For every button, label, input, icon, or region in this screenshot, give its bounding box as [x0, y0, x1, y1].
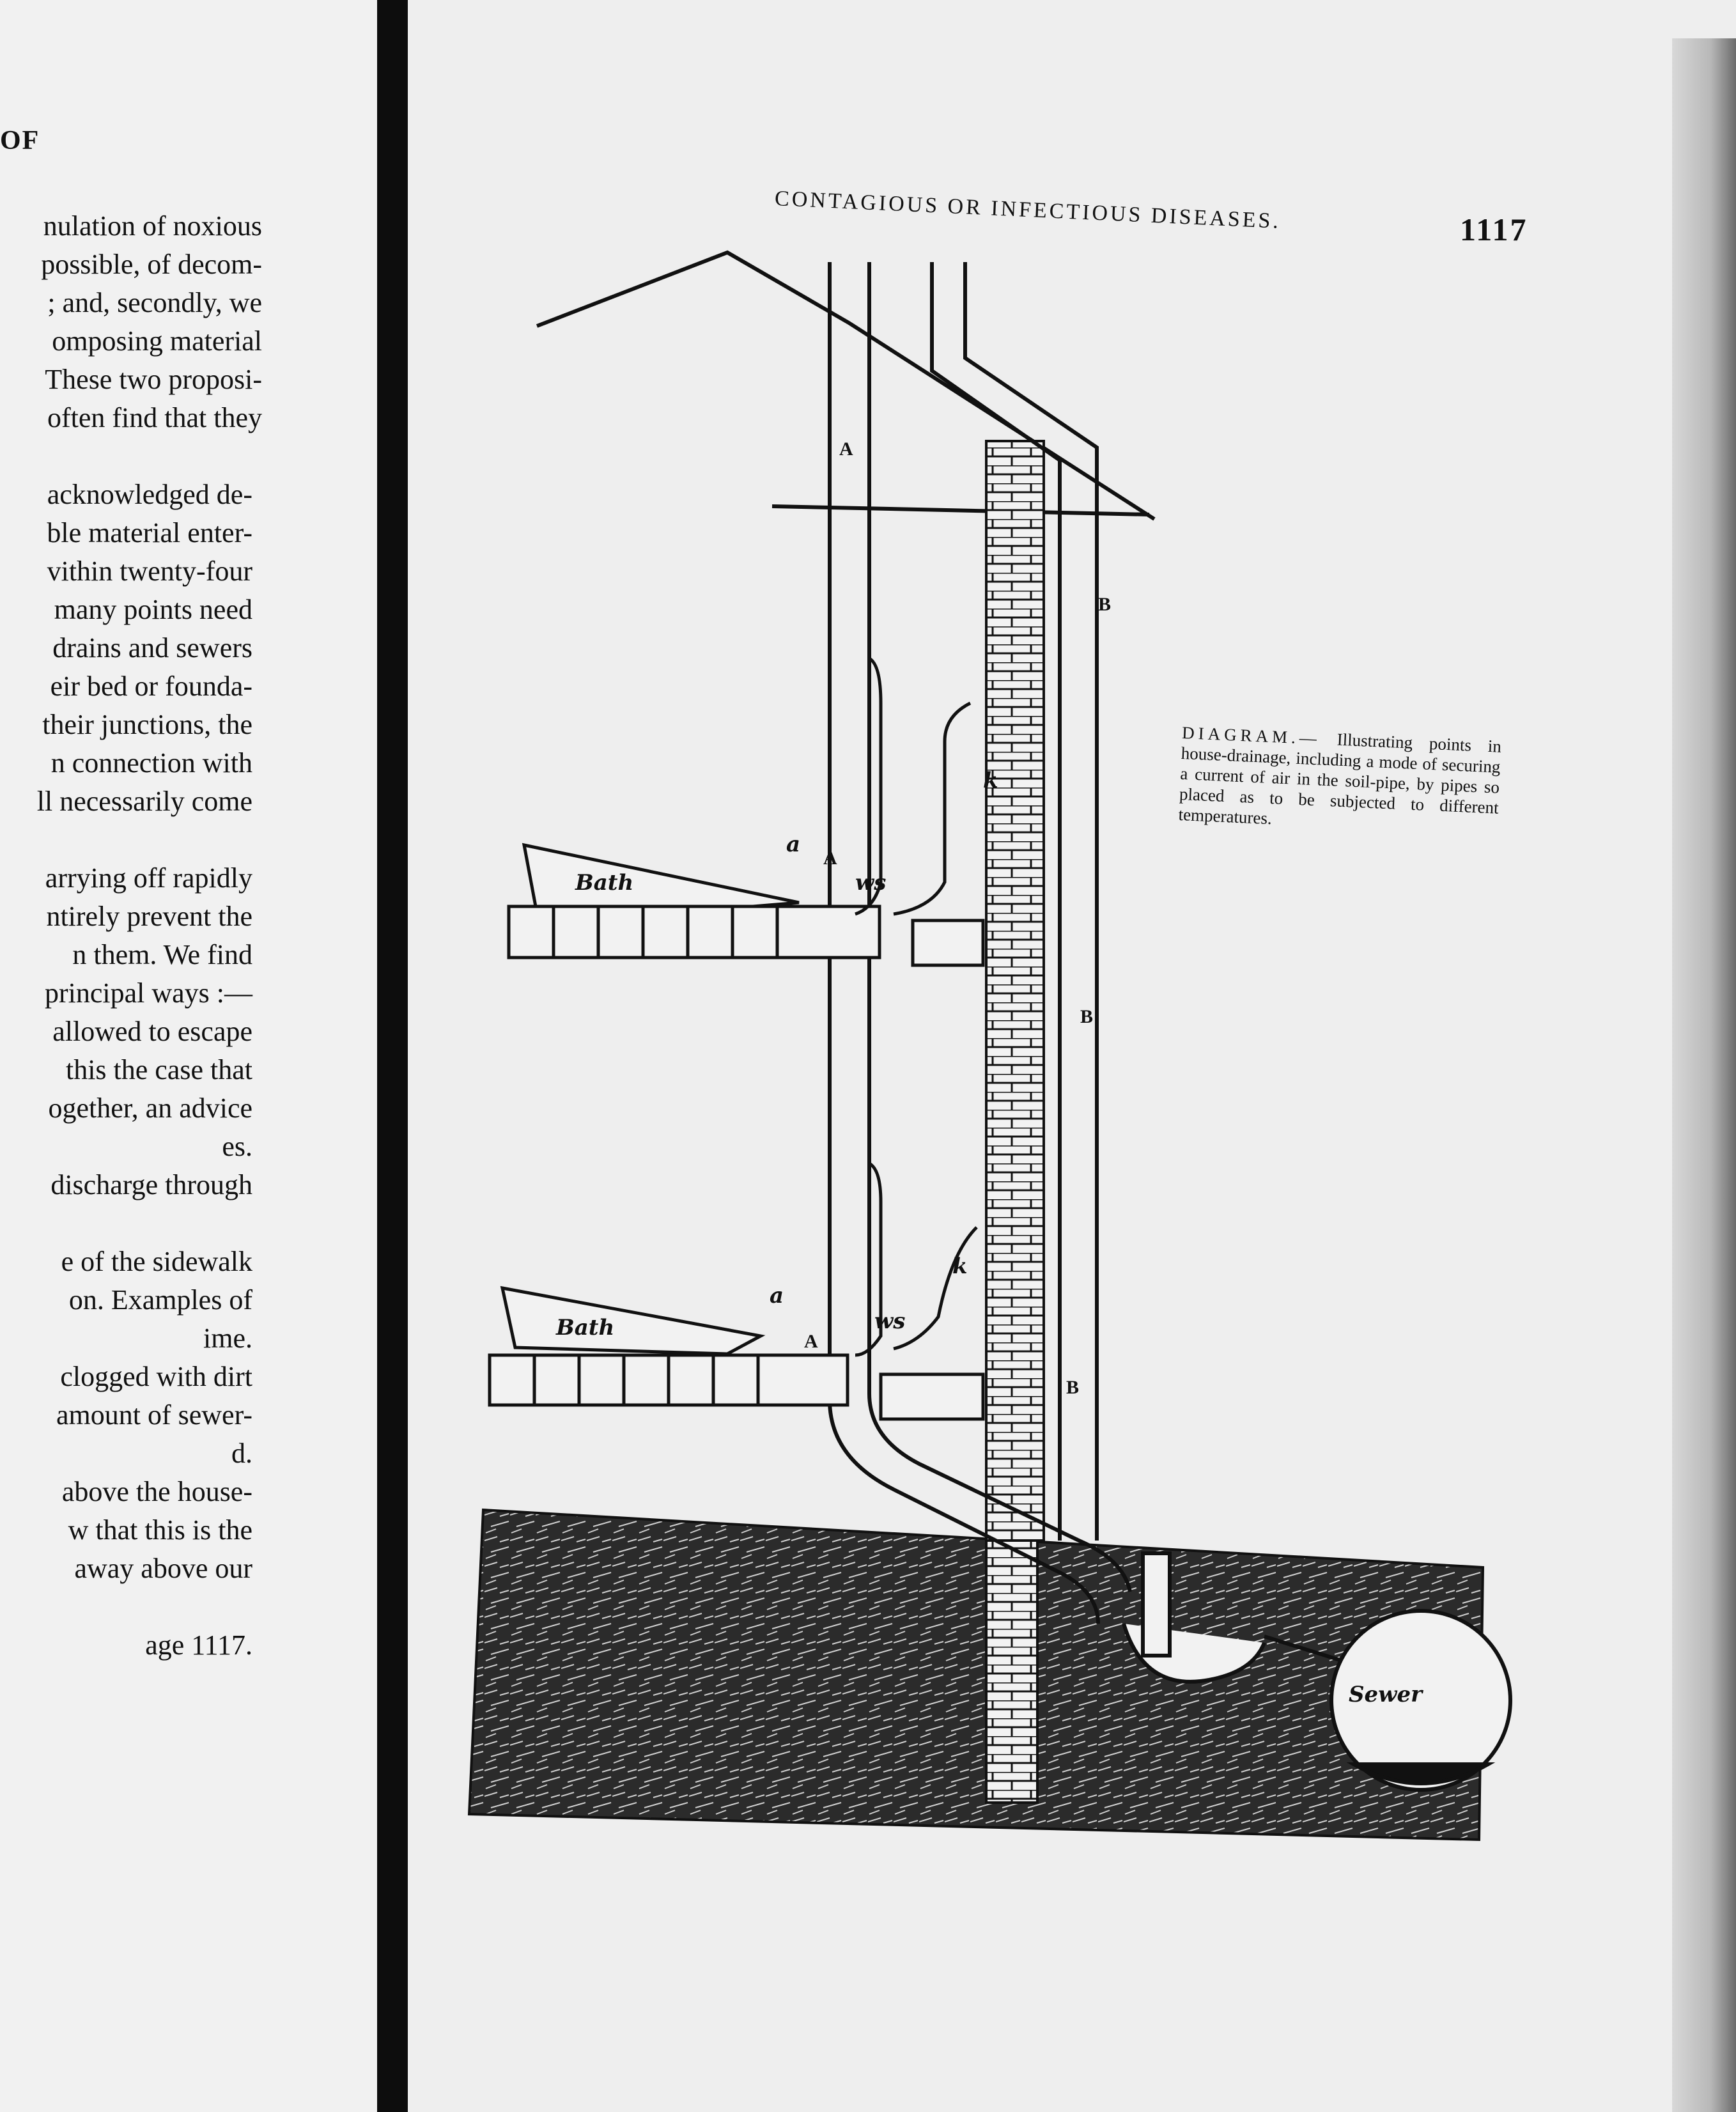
left-page-line: many points need	[54, 594, 252, 625]
left-page-line: drains and sewers	[52, 632, 252, 664]
left-page-line: age 1117.	[145, 1629, 252, 1661]
left-page-line: n them. We find	[72, 939, 252, 970]
left-page-line: es.	[222, 1131, 252, 1162]
label-sewer: Sewer	[1349, 1682, 1422, 1707]
house-drainage-diagram	[408, 0, 1736, 2112]
label-pipe-b-low: B	[1066, 1377, 1080, 1398]
caption-title: DIAGRAM.—	[1181, 722, 1321, 749]
left-page-line: arrying off rapidly	[45, 862, 252, 894]
running-head: CONTAGIOUS OR INFECTIOUS DISEASES.	[774, 187, 1282, 233]
left-page-line: principal ways :—	[44, 977, 252, 1009]
left-page-line: omposing material	[52, 325, 262, 357]
caption-text: Illustrating points in house-drainage, including a mode of securing a current of air in the soil-pipe, by pipes so placed as to be subjected to different temperatures.	[1178, 729, 1502, 828]
label-bath-upper: Bath	[575, 870, 634, 896]
left-page-line: These two proposi-	[45, 364, 262, 395]
left-page-line: ntirely prevent the	[46, 901, 252, 932]
lower-floor	[490, 1288, 983, 1419]
left-page-line: d.	[231, 1438, 252, 1469]
right-page	[408, 0, 1736, 2112]
label-trap-k-upper: k	[983, 768, 998, 793]
left-page-line: ; and, secondly, we	[47, 287, 262, 318]
left-page-line: acknowledged de-	[47, 479, 252, 510]
left-page-line: ogether, an advice	[48, 1092, 252, 1124]
label-pipe-a-top: A	[839, 439, 853, 460]
label-pipe-b-top: B	[1098, 594, 1112, 615]
left-page-line: w that this is the	[68, 1514, 252, 1546]
left-page-line: away above our	[74, 1553, 252, 1584]
left-page-line: ble material enter-	[47, 517, 252, 548]
left-page-line: clogged with dirt	[60, 1361, 252, 1392]
roof	[537, 252, 1154, 519]
left-page-line: allowed to escape	[52, 1016, 252, 1047]
label-pipe-b-mid: B	[1080, 1006, 1094, 1027]
book-gutter	[377, 0, 408, 2112]
page-number: 1117	[1460, 212, 1528, 247]
brick-wall	[986, 441, 1044, 1541]
upper-floor	[509, 845, 983, 965]
label-bath-lower: Bath	[556, 1315, 615, 1340]
label-pipe-a-low: A	[804, 1331, 818, 1352]
left-page-line: ll necessarily come	[36, 786, 252, 817]
left-page-heading-fragment: OF	[0, 126, 40, 155]
diagram-caption	[1178, 722, 1502, 839]
left-page-line: their junctions, the	[42, 709, 252, 740]
label-trap-a-lower: a	[770, 1283, 784, 1308]
left-page	[0, 0, 377, 2112]
label-trap-k-lower: k	[952, 1254, 968, 1279]
left-page-line: on. Examples of	[68, 1284, 252, 1316]
label-ws-lower: ws	[874, 1308, 906, 1334]
trap-pipes	[855, 658, 977, 1355]
ground-earth	[469, 1510, 1483, 1840]
left-page-line: amount of sewer-	[56, 1399, 252, 1431]
left-page-line: n connection with	[50, 747, 252, 779]
left-page-line: often find that they	[47, 402, 262, 433]
left-page-line: possible, of decom-	[41, 249, 262, 280]
left-page-line: ime.	[203, 1323, 252, 1354]
brick-foundation	[986, 1541, 1037, 1803]
left-page-line: eir bed or founda-	[50, 671, 252, 702]
left-page-line: above the house-	[61, 1476, 252, 1507]
label-trap-a-upper: a	[786, 832, 801, 857]
left-page-line: discharge through	[50, 1169, 252, 1200]
label-ws-upper: ws	[855, 870, 887, 896]
left-page-line: vithin twenty-four	[47, 555, 252, 587]
left-page-line: this the case that	[65, 1054, 252, 1085]
left-page-line: nulation of noxious	[43, 210, 262, 242]
label-pipe-a-mid: A	[823, 848, 837, 869]
left-page-line: e of the sidewalk	[61, 1246, 252, 1277]
